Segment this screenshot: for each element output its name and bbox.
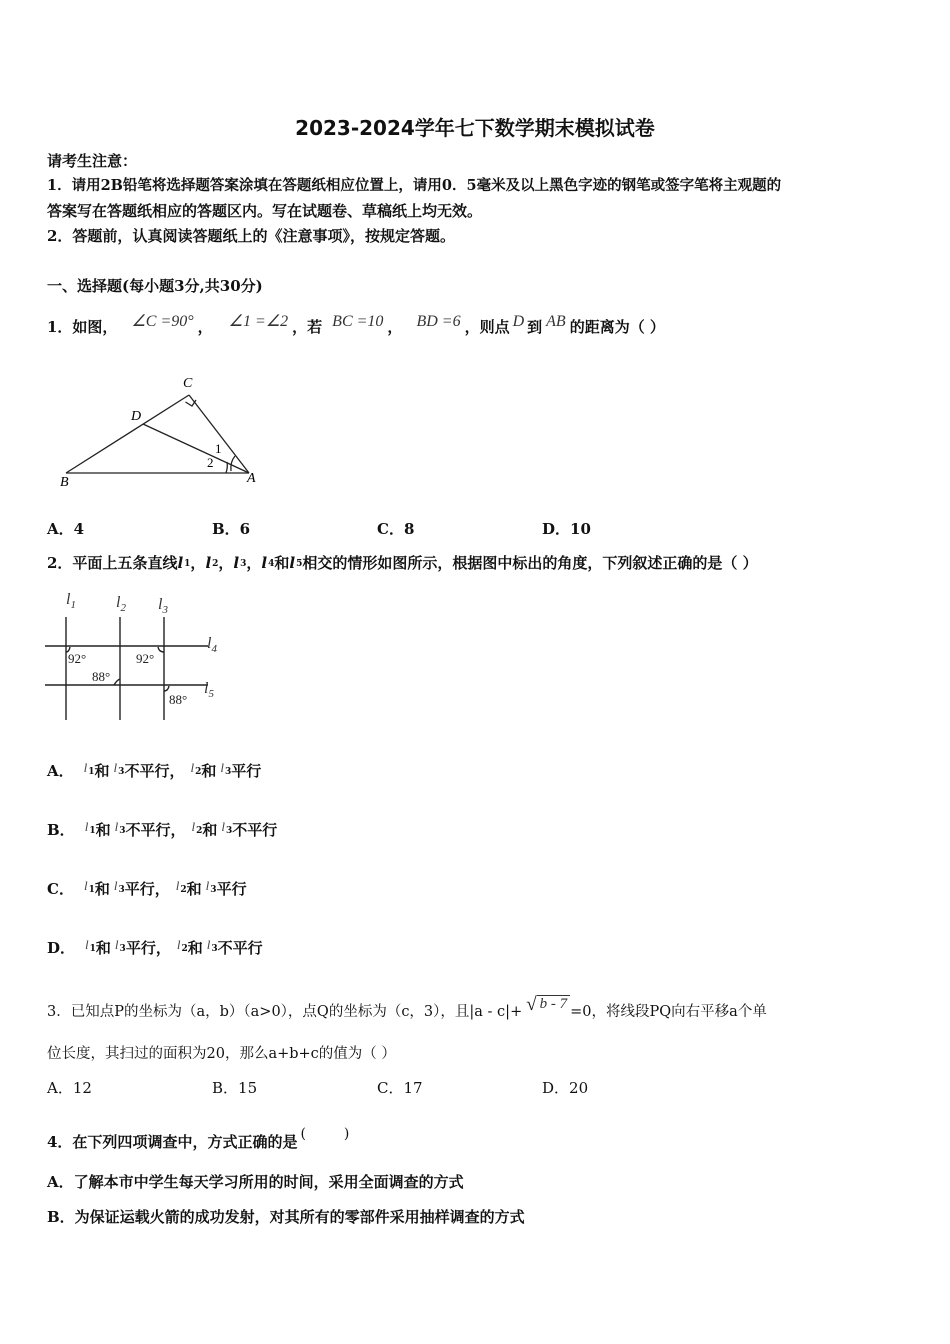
- label-l1: $l_1$: [66, 591, 76, 611]
- notice-item-1-line-2: 答案写在答题纸相应的答题区内。写在试题卷、草稿纸上均无效。: [47, 202, 483, 220]
- q4-option-b: B．为保证运载火箭的成功发射，对其所有的零部件采用抽样调查的方式: [47, 1208, 525, 1226]
- notice-heading: 请考生注意：: [47, 152, 138, 170]
- line-name: l: [114, 937, 119, 952]
- line-subscript: 1: [89, 826, 96, 836]
- segment-ca: [189, 395, 249, 473]
- label-l5: $l_5$: [204, 680, 214, 700]
- line-name: l: [113, 878, 118, 893]
- q2-line-l4-subscript: 4: [268, 559, 275, 569]
- q1-prefix: 1．如图，: [47, 318, 118, 336]
- line-subscript: 3: [119, 826, 126, 836]
- line-name: l: [83, 878, 88, 893]
- q1-option-d: D．10: [542, 520, 591, 538]
- q3-sqrt-argument: b - 7: [537, 995, 571, 1012]
- q2-separator-3: ，: [246, 554, 262, 572]
- option-text: 和: [95, 939, 111, 957]
- line-subscript: 3: [226, 826, 233, 836]
- line-subscript: 3: [118, 885, 125, 895]
- q2-stem-end: 相交的情形如图所示，根据图中标出的角度，下列叙述正确的是（ ）: [302, 554, 758, 572]
- label-angle-2: 2: [207, 455, 214, 470]
- angle-label-88-bottom: 88°: [169, 692, 188, 707]
- option-text: 平行，: [125, 939, 171, 957]
- option-text: 不平行: [232, 821, 278, 839]
- q2-lines-figure: [40, 585, 240, 725]
- label-c: C: [183, 376, 193, 391]
- q1-option-b: B．6: [212, 520, 251, 538]
- option-text: 平行，: [124, 880, 170, 898]
- line-name: l: [83, 760, 88, 775]
- q2-option-d: [47, 935, 263, 959]
- option-text: 平行: [231, 762, 262, 780]
- q3-option-c: C．17: [377, 1079, 423, 1097]
- q1-triangle-figure: [55, 370, 270, 495]
- question-3-line-2: 位长度，其扫过的面积为20，那么a+b+c的值为（ ）: [47, 1046, 396, 1062]
- line-name: l: [220, 760, 224, 775]
- line-name: l: [175, 878, 180, 893]
- question-2-stem: [47, 553, 758, 574]
- line-name: l: [191, 819, 196, 834]
- angle-label-88-middle: 88°: [92, 669, 111, 684]
- line-subscript: 2: [180, 885, 187, 895]
- q1-if: ，若: [292, 318, 323, 336]
- q1-comma-1: ，: [197, 318, 213, 336]
- label-l2: $l_2$: [116, 594, 126, 614]
- line-subscript: 2: [196, 826, 203, 836]
- notice-item-1-line-1: 1．请用2B铅笔将选择题答案涂填在答题纸相应位置上，请用0．5毫米及以上黑色字迹的钢笔或签字笔将主观题的: [47, 177, 782, 194]
- option-letter: D．: [47, 939, 76, 957]
- q4-paren-right: ): [343, 1126, 350, 1142]
- option-text: 和: [94, 880, 110, 898]
- q1-condition-angle-c: ∠C =90°: [131, 313, 194, 330]
- line-subscript: 3: [119, 944, 126, 954]
- q4-option-a: A．了解本市中学生每天学习所用的时间，采用全面调查的方式: [47, 1173, 464, 1191]
- q2-line-l5: l: [289, 554, 296, 572]
- q3-option-d: D．20: [542, 1079, 589, 1097]
- q1-condition-bd: BD =6: [416, 313, 461, 330]
- right-angle-mark: [186, 400, 197, 406]
- q2-stem-start: 2．平面上五条直线: [47, 554, 178, 572]
- line-subscript: 1: [89, 944, 96, 954]
- q3-text-end: =0，将线段PQ向右平移a个单: [570, 1004, 767, 1020]
- angle-mark-88-middle: [114, 679, 120, 685]
- q2-option-a: [47, 758, 261, 782]
- line-subscript: 3: [224, 767, 232, 777]
- option-text: 和: [95, 821, 111, 839]
- question-3-line-1: [47, 994, 767, 1022]
- option-text: 平行: [216, 880, 247, 898]
- question-4-stem: [47, 1124, 349, 1152]
- q2-line-l1-subscript: 1: [184, 559, 191, 569]
- option-text: 和: [202, 821, 218, 839]
- line-name: l: [114, 819, 119, 834]
- section-heading: 一、选择题(每小题3分,共30分): [47, 277, 263, 295]
- line-subscript: 2: [195, 767, 202, 777]
- q1-line-ab: AB: [546, 313, 566, 330]
- line-subscript: 3: [210, 885, 217, 895]
- line-subscript: 2: [181, 944, 188, 954]
- line-subscript: 3: [211, 944, 218, 954]
- q1-suffix: 的距离为（ ）: [569, 318, 665, 336]
- q2-separator-2: ，: [218, 554, 234, 572]
- line-subscript: 3: [118, 767, 125, 777]
- q1-condition-angles-equal: ∠1 =∠2: [228, 313, 289, 330]
- line-name: l: [176, 937, 181, 952]
- q2-line-l2-subscript: 2: [212, 559, 219, 569]
- q3-option-b: B．15: [212, 1079, 258, 1097]
- line-name: l: [221, 819, 226, 834]
- line-name: l: [205, 878, 210, 893]
- q3-text-start: 3．已知点P的坐标为（a，b）（a>0），点Q的坐标为（c，3），且|a - c|+: [47, 1004, 523, 1020]
- label-l3: $l_3$: [158, 596, 168, 616]
- question-1-stem: [47, 312, 665, 337]
- line-name: l: [84, 819, 89, 834]
- option-text: 和: [186, 880, 202, 898]
- option-text: 和: [187, 939, 203, 957]
- q1-condition-bc: BC =10: [332, 313, 384, 330]
- q2-and: 和: [274, 554, 290, 572]
- line-name: l: [85, 937, 89, 952]
- q2-line-l3-subscript: 3: [240, 559, 247, 569]
- angle-label-92-right: 92°: [136, 651, 155, 666]
- segment-bc: [66, 395, 189, 473]
- angle-arc-1: [231, 456, 235, 471]
- q1-then: ，则点: [464, 318, 510, 336]
- option-letter: B．: [47, 821, 75, 839]
- line-name: l: [206, 937, 211, 952]
- angle-mark-92-right: [158, 647, 164, 652]
- q2-line-l2: l: [205, 554, 212, 572]
- option-letter: C．: [47, 880, 74, 898]
- page-title: 2023-2024学年七下数学期末模拟试卷: [295, 116, 655, 140]
- option-text: 和: [201, 762, 217, 780]
- q4-stem-text: 4．在下列四项调查中，方式正确的是: [47, 1133, 298, 1151]
- square-root-icon: √: [526, 994, 537, 1015]
- option-text: 不平行: [217, 939, 263, 957]
- q1-to: 到: [527, 318, 543, 336]
- q2-line-l3: l: [233, 554, 240, 572]
- q2-separator-1: ，: [190, 554, 206, 572]
- q2-line-l4: l: [261, 554, 268, 572]
- label-l4: $l_4$: [207, 635, 217, 655]
- segment-da: [143, 424, 249, 473]
- q2-option-c: [47, 876, 247, 900]
- q2-option-b: [47, 817, 277, 841]
- q4-paren-left: (: [300, 1126, 306, 1142]
- q1-option-c: C．8: [377, 520, 415, 538]
- line-name: l: [190, 760, 195, 775]
- notice-item-2: 2．答题前，认真阅读答题纸上的《注意事项》，按规定答题。: [47, 227, 455, 245]
- angle-label-92-left: 92°: [68, 651, 87, 666]
- q1-option-a: A．4: [47, 520, 85, 538]
- line-name: l: [113, 760, 118, 775]
- option-text: 不平行，: [124, 762, 185, 780]
- q1-point-d: D: [512, 313, 525, 330]
- label-a: A: [247, 471, 256, 486]
- q3-option-a: A．12: [47, 1079, 92, 1097]
- option-text: 和: [94, 762, 110, 780]
- option-text: 不平行，: [125, 821, 186, 839]
- label-angle-1: 1: [215, 441, 222, 456]
- angle-mark-88-bottom: [164, 686, 169, 691]
- label-b: B: [60, 475, 69, 490]
- angle-arc-2: [226, 462, 227, 473]
- q2-line-l1: l: [177, 554, 184, 572]
- option-letter: A．: [47, 762, 74, 780]
- line-subscript: 1: [88, 767, 95, 777]
- line-subscript: 1: [88, 885, 95, 895]
- q1-comma-3: ，: [387, 318, 403, 336]
- q2-line-l5-subscript: 5: [296, 559, 303, 569]
- label-d: D: [131, 409, 142, 424]
